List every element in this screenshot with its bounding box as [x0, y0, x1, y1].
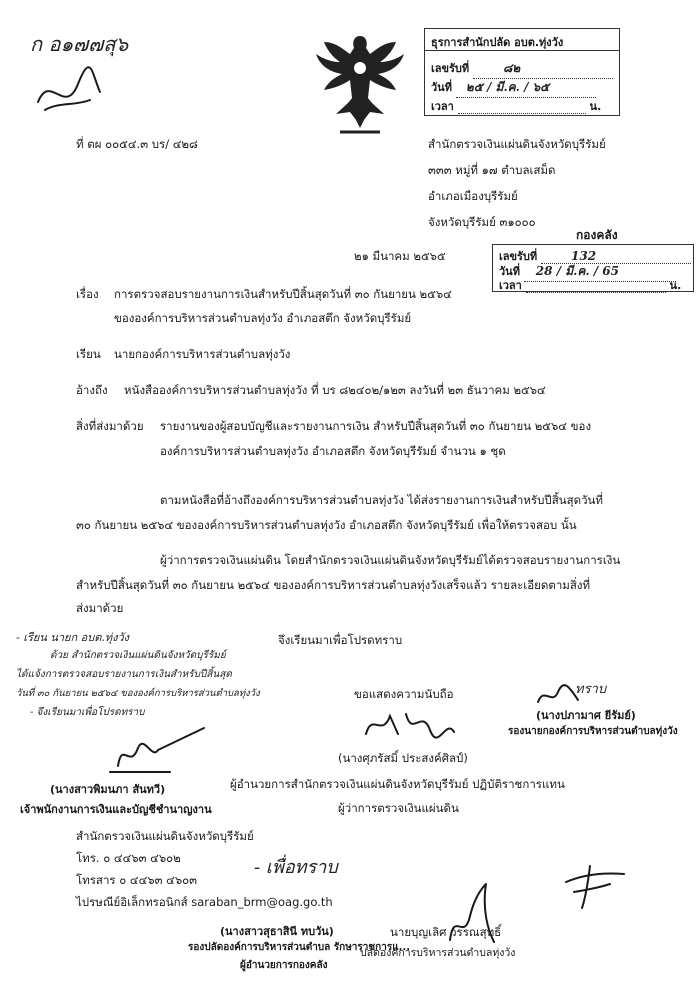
handwritten-note-line-2: ด้วย สำนักตรวจเงินแผ่นดินจังหวัดบุรีรัมย์ — [50, 650, 226, 661]
signatory-signature — [360, 704, 460, 744]
receipt-time-suffix: น. — [589, 100, 602, 113]
finance-receipt-date-label: วันที่ — [499, 265, 520, 278]
finance-officer-title: เจ้าพนักงานการเงินและบัญชีชำนาญงาน — [20, 803, 212, 816]
signatory-title-line-2: ผู้ว่าการตรวจเงินแผ่นดิน — [338, 801, 459, 815]
handwritten-registration-note: ก อ๑๗๗สุ๖ — [30, 32, 129, 56]
body-paragraph-2-line-3: ส่งมาด้วย — [76, 601, 124, 615]
finance-receipt-time-label: เวลา — [499, 279, 522, 292]
contact-office: สำนักตรวจเงินแผ่นดินจังหวัดบุรีรัมย์ — [76, 829, 254, 843]
handwritten-signature-top-left — [30, 62, 110, 122]
receipt-stamp-title: ธุรการสำนักปลัด อบต.ทุ่งวัง — [431, 36, 564, 49]
handwritten-note-line-1: - เรียน นายก อบต.ทุ่งวัง — [16, 631, 130, 644]
finance-receipt-time-suffix: น. — [669, 279, 682, 292]
enclosure-label: สิ่งที่ส่งมาด้วย — [76, 419, 144, 433]
deputy-handwritten-note: ทราบ — [575, 682, 607, 697]
enclosure-line-1: รายงานของผู้สอบบัญชีและรายงานการเงิน สำหรับปีสิ้นสุดวันที่ ๓๐ กันยายน ๒๕๖๔ ของ — [160, 419, 592, 433]
handwritten-acknowledge: - เพื่อทราบ — [254, 857, 338, 878]
deputy-name: (นางปภามาศ ยีรัมย์) — [536, 709, 636, 722]
signatory-name: (นางศุภรัสมิ์ ประสงค์ศิลป์) — [338, 751, 468, 765]
enclosure-line-2: องค์การบริหารส่วนตำบลทุ่งวัง อำเภอสตึก จังหวัดบุรีรัมย์ จำนวน ๑ ชุด — [160, 444, 506, 458]
finance-officer-signature — [100, 720, 210, 780]
handwritten-note-line-4: วันที่ ๓๐ กันยายน ๒๕๖๔ ขององค์การบริหารส่วนตำบลทุ่งวัง — [16, 688, 260, 699]
sender-address-line-1: สำนักตรวจเงินแผ่นดินจังหวัดบุรีรัมย์ — [428, 137, 606, 151]
deputy-title: รองนายกองค์การบริหารส่วนตำบลทุ่งวัง — [508, 726, 678, 737]
contact-email: ไปรษณีย์อิเล็กทรอนิกส์ saraban_brm@oag.go.th — [76, 895, 333, 909]
finance-receipt-number-value: 132 — [541, 249, 691, 264]
contact-phone: โทร. ๐ ๔๔๖๓ ๔๖๐๒ — [76, 851, 181, 865]
document-reference-number: ที่ ตผ ๐๐๕๔.๓ บร/ ๔๒๘ — [76, 137, 198, 151]
contact-fax: โทรสาร ๐ ๔๔๖๓ ๔๖๐๓ — [76, 873, 198, 887]
sender-address-line-2: ๓๓๓ หมู่ที่ ๑๗ ตำบลเสม็ด — [428, 163, 556, 177]
receipt-number-value: ๘๒ — [473, 59, 613, 79]
finance-receipt-date-value: 28 / มี.ค. / 65 — [524, 262, 676, 282]
finance-officer-name: (นางสาวพิมนภา สันทวี) — [50, 783, 166, 796]
finance-stamp-title: กองคลัง — [576, 228, 618, 242]
subject-label: เรื่อง — [76, 287, 99, 301]
receipt-number-label: เลขรับที่ — [431, 62, 470, 75]
clerk-name: (นางสาวสุธาสินี ทบวัน) — [220, 925, 334, 938]
clerk-title-line-1: รองปลัดองค์การบริหารส่วนตำบล รักษาราชการแ... — [188, 942, 411, 953]
recipient-label: เรียน — [76, 347, 101, 361]
body-paragraph-2-line-1: ผู้ว่าการตรวจเงินแผ่นดิน โดยสำนักตรวจเงินแผ่นดินจังหวัดบุรีรัมย์ได้ตรวจสอบรายงานการเงิน — [160, 553, 621, 567]
body-paragraph-1-line-1: ตามหนังสือที่อ้างถึงองค์การบริหารส่วนตำบลทุ่งวัง ได้ส่งรายงานการเงินสำหรับปีสิ้นสุดวันที่ — [160, 493, 603, 507]
sender-address-line-4: จังหวัดบุรีรัมย์ ๓๑๐๐๐ — [428, 215, 536, 229]
signatory-title-line-1: ผู้อำนวยการสำนักตรวจเงินแผ่นดินจังหวัดบุรีรัมย์ ปฏิบัติราชการแทน — [230, 777, 565, 791]
closing-text: จึงเรียนมาเพื่อโปรดทราบ — [278, 633, 403, 647]
body-paragraph-2-line-2: สำหรับปีสิ้นสุดวันที่ ๓๐ กันยายน ๒๕๖๔ ขององค์การบริหารส่วนตำบลทุ่งวังเสร็จแล้ว รายละเอียดตามสิ่งที่ — [76, 578, 591, 592]
body-paragraph-1-line-2: ๓๐ กันยายน ๒๕๖๔ ขององค์การบริหารส่วนตำบลทุ่งวัง อำเภอสตึก จังหวัดบุรีรัมย์ เพื่อให้ตรวจสอบ นั้น — [76, 518, 577, 532]
receipt-stamp-admin — [424, 28, 620, 116]
palat-title: ปลัดองค์การบริหารส่วนตำบลทุ่งวัง — [360, 947, 516, 959]
recipient-value: นายกองค์การบริหารส่วนตำบลทุ่งวัง — [114, 347, 291, 361]
finance-receipt-number-label: เลขรับที่ — [499, 250, 538, 263]
sender-address-line-3: อำเภอเมืองบุรีรัมย์ — [428, 189, 518, 203]
receipt-date-label: วันที่ — [431, 81, 452, 94]
subject-line-1: การตรวจสอบรายงานการเงินสำหรับปีสิ้นสุดวันที่ ๓๐ กันยายน ๒๕๖๔ — [114, 287, 452, 301]
document-date: ๒๑ มีนาคม ๒๕๖๕ — [354, 249, 446, 263]
receipt-time-label: เวลา — [431, 100, 454, 113]
bottom-right-signature — [560, 862, 630, 912]
reference-label: อ้างถึง — [76, 383, 108, 397]
handwritten-note-line-3: ได้แจ้งการตรวจสอบรายงานการเงินสำหรับปีสิ้นสุด — [16, 669, 232, 680]
receipt-date-value: ๒๕ / มี.ค. / ๖๕ — [456, 78, 596, 98]
handwritten-note-line-5: - จึงเรียนมาเพื่อโปรดทราบ — [30, 707, 145, 718]
reference-value: หนังสือองค์การบริหารส่วนตำบลทุ่งวัง ที่ บร ๘๒๔๐๒/๑๒๓ ลงวันที่ ๒๓ ธันวาคม ๒๕๖๔ — [124, 383, 546, 397]
palat-name: นายบุญเลิศ วรรณสุทธิ์ — [390, 925, 502, 939]
respect-closing: ขอแสดงความนับถือ — [354, 687, 454, 701]
subject-line-2: ขององค์การบริหารส่วนตำบลทุ่งวัง อำเภอสตึก จังหวัดบุรีรัมย์ — [114, 311, 412, 325]
receipt-stamp-finance — [492, 244, 694, 292]
clerk-title-line-2: ผู้อำนวยการกองคลัง — [240, 960, 328, 971]
garuda-emblem-icon — [310, 28, 410, 138]
